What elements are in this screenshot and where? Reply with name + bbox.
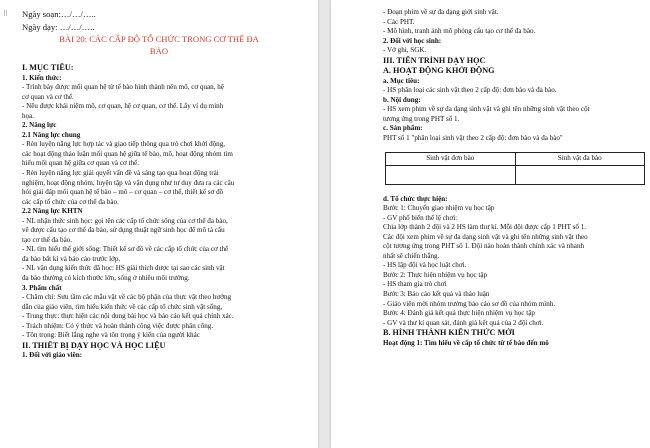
text-line: cột tương ứng trong PHT số 1. Đội nào hoàn thành chính xác và nhanh xyxy=(383,242,585,251)
text-line: các hoạt động thảo luận mối quan hệ giữa tế bào, mô, hoạt động nhóm tìm xyxy=(22,149,233,158)
title-line-2: BÀO xyxy=(149,46,169,56)
text-line: - Đoạn phim về sự đa dạng giới sinh vật. xyxy=(383,8,499,16)
subheading: 3. Phẩm chất xyxy=(22,283,62,292)
left-column xyxy=(22,8,296,361)
text-line: - Trình bày được mối quan hệ từ tế bào hình thành nên mô, cơ quan, hệ xyxy=(22,83,224,92)
text-line: đa bào bất kì và báo cáo trước lớp. xyxy=(22,254,121,263)
section-heading: A. HOẠT ĐỘNG KHỞI ĐỘNG xyxy=(383,66,495,76)
text-line: - GV phổ biến thể lệ chơi: xyxy=(383,213,458,222)
text-line: tạo cơ thể đa bào. xyxy=(22,235,73,244)
text-line: - Vở ghi, SGK. xyxy=(383,46,427,55)
drag-handle-icon[interactable]: ⠿ xyxy=(3,10,9,18)
text-line: - Nêu được khái niệm mô, cơ quan, hệ cơ quan, cơ thể. Lấy ví dụ minh xyxy=(22,102,224,111)
document-page-right xyxy=(331,0,650,448)
text-line: - Rèn luyện năng lực hợp tác và giao tiếp thông qua trò chơi khởi động, xyxy=(22,140,226,149)
text-line: hỏi giải đáp mối quan hệ tế bào – mô – cơ quan – cơ thể, thiết kế sơ đồ xyxy=(22,188,224,197)
document-page-left xyxy=(0,0,318,448)
subheading: d. Tổ chức thực hiện: xyxy=(383,194,448,203)
pht-header-don-bao: Sinh vật đơn bào xyxy=(386,152,516,165)
subheading: 2.2 Năng lực KHTN xyxy=(22,207,83,216)
pht-cell-empty[interactable] xyxy=(515,165,645,184)
pht-table xyxy=(385,152,645,185)
text-line: Bước 4: Đánh giá kết quả thực hiện nhiệm vụ học tập xyxy=(383,309,535,318)
left-body xyxy=(22,63,296,361)
text-line: Bước 2: Thực hiện nhiệm vụ học tập xyxy=(383,270,488,279)
text-line: cơ quan và cơ thể. xyxy=(22,92,74,101)
pht-header-row xyxy=(386,152,645,165)
right-column xyxy=(383,8,642,348)
text-line: Chia lớp thành 2 đội và 2 HS làm thư kí. Mỗi đội được cấp 1 PHT số 1. xyxy=(383,223,587,232)
title-line-1: BÀI 20: CÁC CẤP ĐỘ TỔ CHỨC TRONG CƠ THỂ ĐA xyxy=(59,34,259,44)
text-line: Bước 1: Chuyển giao nhiệm vụ học tập xyxy=(383,204,495,213)
text-line: - Các PHT. xyxy=(383,17,415,26)
text-line: nghiệm, hoạt động nhóm, luyện tập và vận dụng như tư duy đưa ra các câu xyxy=(22,178,235,187)
text-line: - NL tìm hiểu thế giới sống: Thiết kế sơ đồ về các cấp tổ chức của cơ thể xyxy=(22,245,229,254)
text-line: Các đội xem phim về sự đa dạng sinh vật và ghi tên những sinh vật theo xyxy=(383,232,588,241)
text-line: vẽ được cấu tạo cơ thể đa bào, sử dụng thuật ngữ sinh học để mô tả cấu xyxy=(22,226,225,235)
subheading: Hoạt động 1: Tìm hiểu về cấp tổ chức từ tế bào đến mô xyxy=(383,338,549,347)
subheading: a. Mục tiêu: xyxy=(383,76,420,85)
section-heading: I. MỤC TIÊU: xyxy=(22,63,74,72)
text-line: hiểu mối quan hệ giữa cơ quan và cơ thể. xyxy=(22,159,139,168)
text-line: - Tôn trọng: Biết lắng nghe và tôn trọng ý kiến của người khác xyxy=(22,331,200,340)
subheading: 2. Năng lực xyxy=(22,121,57,130)
text-line: dẫn của giáo viên, tìm hiểu kiến thức về các cấp tổ chức sinh vật sống, xyxy=(22,302,223,311)
text-line: - HS phân loại các sinh vật theo 2 cấp độ: đơn bào và đa bào. xyxy=(383,86,557,95)
pht-header-da-bao: Sinh vật đa bào xyxy=(515,152,645,165)
text-line: - Trung thực: thực hiện các nội dung bài học và báo cáo kết quả chính xác. xyxy=(22,312,234,321)
text-line: PHT số 1 "phân loại sinh vật theo 2 cấp độ: đơn bào và đa bào" xyxy=(383,134,563,143)
text-line: - Mô hình, tranh ảnh mô phỏng cấu tạo cơ thể đa bào. xyxy=(383,27,536,36)
text-line: các cấp tổ chức của cơ thể đa bào. xyxy=(22,197,119,206)
text-line: - HS lập đội và học luật chơi. xyxy=(383,261,467,270)
text-line: nhất sẽ chiến thắng. xyxy=(383,251,440,260)
pht-empty-row xyxy=(386,165,645,184)
text-line: - Giáo viên mời nhóm trưởng báo cáo sơ đồ của nhóm mình. xyxy=(383,299,556,308)
right-body-bottom xyxy=(383,195,642,349)
ngay-soan: Ngày soạn:…/…/….. xyxy=(22,9,96,19)
subheading: 2.1 Năng lực chung xyxy=(22,130,81,139)
pht-cell-empty[interactable] xyxy=(386,165,516,184)
text-line: - Trách nhiệm: Có ý thức và hoàn thành công việc được phân công. xyxy=(22,321,214,330)
ngay-day: Ngày dạy: …/…/….. xyxy=(22,21,95,32)
right-body-top xyxy=(383,8,642,144)
text-line: - Rèn luyện năng lực giải quyết vấn đề và sáng tạo qua hoạt động trải xyxy=(22,168,219,177)
subheading: b. Nội dung: xyxy=(383,95,421,104)
text-line: - HS tham gia trò chơi xyxy=(383,280,447,289)
subheading: 1. Kiến thức: xyxy=(22,73,62,82)
subheading: 2. Đối với học sinh: xyxy=(383,36,442,45)
section-heading: II. THIẾT BỊ DẠY HỌC VÀ HỌC LIỆU xyxy=(22,340,166,350)
text-line: - Chăm chỉ: Sưu tầm các mẫu vật về các bộ phận của thực vật theo hướng xyxy=(22,293,232,302)
section-heading: III. TIẾN TRÌNH DẠY HỌC xyxy=(383,55,486,65)
text-line: - NL nhận thức sinh học: gọi tên các cấp tổ chức sống của cơ thể đa bào, xyxy=(22,216,228,225)
text-line: - NL vận dụng kiến thức đã học: HS giải thích được tại sao các sinh vật xyxy=(22,264,225,273)
text-line: tương ứng trong PHT số 1. xyxy=(383,114,460,123)
text-line: - GV và thư kí quan sát, đánh giá kết quả của 2 đội chơi. xyxy=(383,318,544,327)
text-line: Bước 3: Báo cáo kết quả và thảo luận xyxy=(383,290,490,299)
lesson-title xyxy=(22,33,296,57)
subheading: c. Sản phẩm: xyxy=(383,124,423,133)
text-line: họa. xyxy=(22,111,35,120)
text-line: đa bào thường có kích thước lớn, sống ở nhiều môi trường. xyxy=(22,273,190,282)
subheading: 1. Đối với giáo viên: xyxy=(22,351,83,360)
section-heading: B. HÌNH THÀNH KIẾN THỨC MỚI xyxy=(383,328,515,338)
text-line: - HS xem phim về sự đa dạng sinh vật và ghi tên những sinh vật theo cột xyxy=(383,105,590,114)
